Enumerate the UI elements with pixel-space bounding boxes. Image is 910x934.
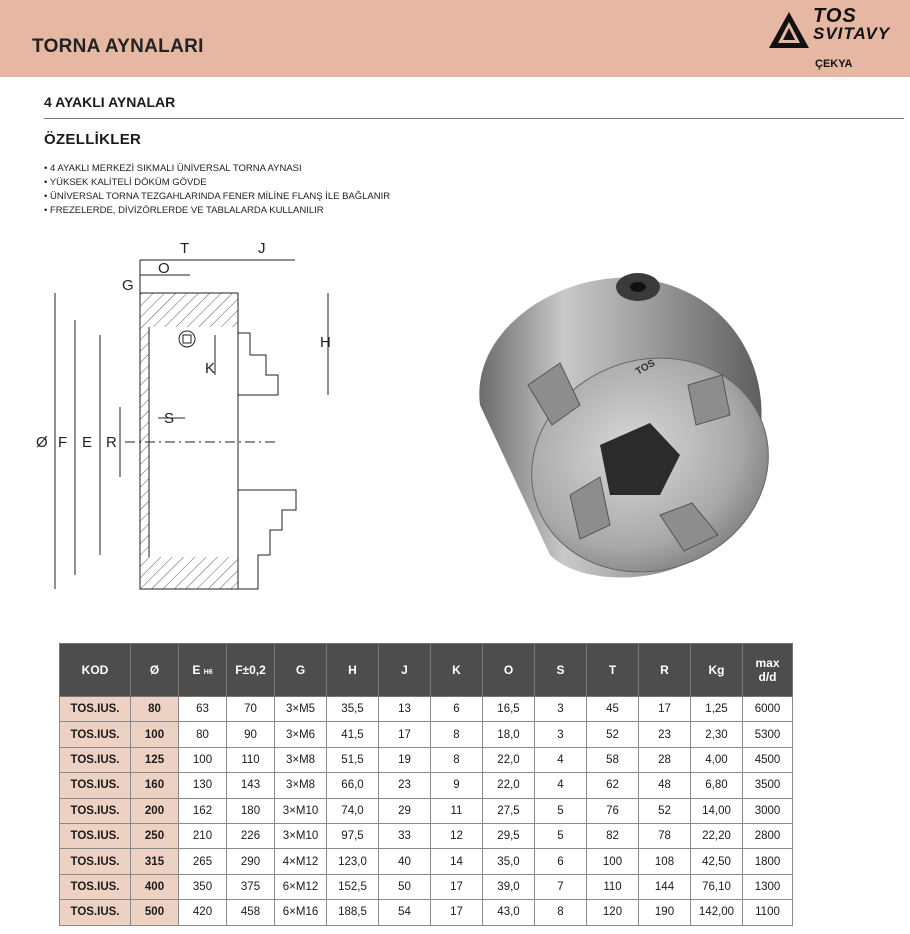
table-cell: 52 [587, 722, 639, 747]
table-cell: 18,0 [483, 722, 535, 747]
chuck-product-image [460, 255, 780, 585]
col-header: F±0,2 [227, 644, 275, 697]
table-cell: 8 [431, 747, 483, 772]
col-header: KOD [60, 644, 131, 697]
table-cell: 4,00 [691, 747, 743, 772]
table-cell: 1100 [743, 900, 793, 925]
table-cell: 74,0 [327, 798, 379, 823]
table-cell: 45 [587, 697, 639, 722]
table-cell: 16,5 [483, 697, 535, 722]
table-cell: 22,20 [691, 823, 743, 848]
table-cell: 23 [639, 722, 691, 747]
table-cell: 8 [535, 900, 587, 925]
table-row [60, 874, 793, 899]
table-cell: 78 [639, 823, 691, 848]
table-body [60, 697, 793, 926]
table-cell: 7 [535, 874, 587, 899]
table-cell: 33 [379, 823, 431, 848]
feature-item: • FREZELERDE, DİVİZÖRLERDE VE TABLALARDA KULLANILIR [44, 204, 390, 218]
section-title: 4 AYAKLI AYNALAR [44, 94, 176, 110]
table-cell: 180 [227, 798, 275, 823]
table-cell: 6000 [743, 697, 793, 722]
table-cell: 2800 [743, 823, 793, 848]
table-cell: 3×M8 [275, 747, 327, 772]
table-cell: 9 [431, 773, 483, 798]
table-cell: 3000 [743, 798, 793, 823]
size-cell: 315 [131, 849, 179, 874]
table-cell: 6,80 [691, 773, 743, 798]
col-header: S [535, 644, 587, 697]
table-cell: 51,5 [327, 747, 379, 772]
table-cell: 458 [227, 900, 275, 925]
logo-country: ÇEKYA [815, 58, 853, 70]
table-cell: 28 [639, 747, 691, 772]
table-cell: 58 [587, 747, 639, 772]
dim-label-t: T [180, 240, 190, 257]
table-row [60, 798, 793, 823]
col-header [743, 644, 793, 697]
table-cell: 2,30 [691, 722, 743, 747]
table-cell: 5300 [743, 722, 793, 747]
table-cell: 97,5 [327, 823, 379, 848]
table-cell: 54 [379, 900, 431, 925]
table-cell: 100 [587, 849, 639, 874]
kod-cell: TOS.IUS. [60, 874, 131, 899]
table-cell: 41,5 [327, 722, 379, 747]
spec-table [59, 643, 793, 926]
table-cell: 48 [639, 773, 691, 798]
table-cell: 3×M10 [275, 798, 327, 823]
kod-cell: TOS.IUS. [60, 747, 131, 772]
tos-triangle-icon [767, 10, 811, 50]
table-cell: 123,0 [327, 849, 379, 874]
technical-drawing [30, 235, 350, 600]
table-cell: 35,5 [327, 697, 379, 722]
table-cell: 1,25 [691, 697, 743, 722]
table-cell: 39,0 [483, 874, 535, 899]
features-list [44, 162, 390, 218]
brand-logo [765, 5, 905, 74]
table-cell: 17 [431, 900, 483, 925]
table-cell: 17 [431, 874, 483, 899]
table-cell: 13 [379, 697, 431, 722]
features-title: ÖZELLİKLER [44, 131, 142, 148]
table-cell: 420 [179, 900, 227, 925]
table-cell: 43,0 [483, 900, 535, 925]
table-cell: 29,5 [483, 823, 535, 848]
dim-label-g: G [122, 277, 134, 294]
table-cell: 188,5 [327, 900, 379, 925]
table-cell: 52 [639, 798, 691, 823]
table-cell: 108 [639, 849, 691, 874]
table-cell: 63 [179, 697, 227, 722]
table-cell: 8 [431, 722, 483, 747]
table-row [60, 823, 793, 848]
table-cell: 226 [227, 823, 275, 848]
kod-cell: TOS.IUS. [60, 823, 131, 848]
kod-cell: TOS.IUS. [60, 900, 131, 925]
logo-line-2: SVITAVY [813, 24, 891, 43]
kod-cell: TOS.IUS. [60, 849, 131, 874]
table-cell: 3×M6 [275, 722, 327, 747]
size-cell: 500 [131, 900, 179, 925]
page-title: TORNA AYNALARI [32, 36, 204, 57]
table-row [60, 849, 793, 874]
feature-item: • 4 AYAKLI MERKEZİ SIKMALI ÜNİVERSAL TORNA AYNASI [44, 162, 390, 176]
table-cell: 100 [179, 747, 227, 772]
col-header: Kg [691, 644, 743, 697]
table-row [60, 722, 793, 747]
dim-label-f: F [58, 434, 68, 451]
table-cell: 17 [639, 697, 691, 722]
table-cell: 6 [431, 697, 483, 722]
table-cell: 290 [227, 849, 275, 874]
table-cell: 4×M12 [275, 849, 327, 874]
table-cell: 1800 [743, 849, 793, 874]
dim-label-h: H [320, 334, 331, 351]
table-cell: 76 [587, 798, 639, 823]
table-row [60, 773, 793, 798]
table-cell: 350 [179, 874, 227, 899]
table-cell: 3 [535, 697, 587, 722]
table-cell: 1300 [743, 874, 793, 899]
col-header [179, 644, 227, 697]
dim-label-r: R [106, 434, 117, 451]
table-cell: 375 [227, 874, 275, 899]
table-cell: 17 [379, 722, 431, 747]
dim-label-s: S [164, 410, 175, 427]
table-cell: 19 [379, 747, 431, 772]
table-cell: 66,0 [327, 773, 379, 798]
logo-text [813, 5, 891, 43]
table-cell: 14,00 [691, 798, 743, 823]
table-cell: 110 [227, 747, 275, 772]
col-header: K [431, 644, 483, 697]
col-header: O [483, 644, 535, 697]
table-header-row [60, 644, 793, 697]
size-cell: 200 [131, 798, 179, 823]
table-cell: 80 [179, 722, 227, 747]
table-cell: 4 [535, 773, 587, 798]
divider [44, 118, 904, 119]
table-cell: 130 [179, 773, 227, 798]
dim-label-diameter: Ø [36, 434, 48, 451]
col-header-sub: H6 [203, 669, 213, 676]
size-cell: 250 [131, 823, 179, 848]
table-cell: 6×M12 [275, 874, 327, 899]
table-cell: 14 [431, 849, 483, 874]
table-cell: 70 [227, 697, 275, 722]
logo-line-1: TOS [813, 5, 857, 27]
table-cell: 12 [431, 823, 483, 848]
table-cell: 22,0 [483, 747, 535, 772]
table-cell: 110 [587, 874, 639, 899]
size-cell: 400 [131, 874, 179, 899]
table-cell: 50 [379, 874, 431, 899]
table-cell: 42,50 [691, 849, 743, 874]
size-cell: 160 [131, 773, 179, 798]
table-cell: 23 [379, 773, 431, 798]
table-row [60, 747, 793, 772]
col-header: T [587, 644, 639, 697]
table-cell: 90 [227, 722, 275, 747]
table-cell: 4 [535, 747, 587, 772]
page-header [0, 0, 910, 77]
kod-cell: TOS.IUS. [60, 798, 131, 823]
size-cell: 80 [131, 697, 179, 722]
col-header-text: E [192, 663, 201, 677]
table-cell: 210 [179, 823, 227, 848]
table-cell: 82 [587, 823, 639, 848]
table-cell: 162 [179, 798, 227, 823]
kod-cell: TOS.IUS. [60, 697, 131, 722]
table-cell: 3×M8 [275, 773, 327, 798]
table-cell: 11 [431, 798, 483, 823]
table-cell: 76,10 [691, 874, 743, 899]
kod-cell: TOS.IUS. [60, 773, 131, 798]
table-cell: 35,0 [483, 849, 535, 874]
col-header: J [379, 644, 431, 697]
table-row [60, 697, 793, 722]
table-cell: 5 [535, 798, 587, 823]
table-cell: 190 [639, 900, 691, 925]
table-cell: 40 [379, 849, 431, 874]
table-cell: 120 [587, 900, 639, 925]
size-cell: 125 [131, 747, 179, 772]
col-header: H [327, 644, 379, 697]
col-header: Ø [131, 644, 179, 697]
dim-label-e: E [82, 434, 93, 451]
table-cell: 27,5 [483, 798, 535, 823]
col-header: G [275, 644, 327, 697]
table-cell: 143 [227, 773, 275, 798]
size-cell: 100 [131, 722, 179, 747]
table-cell: 6×M16 [275, 900, 327, 925]
table-cell: 6 [535, 849, 587, 874]
table-cell: 3×M10 [275, 823, 327, 848]
table-cell: 265 [179, 849, 227, 874]
feature-item: • ÜNİVERSAL TORNA TEZGAHLARINDA FENER MİLİNE FLANŞ İLE BAĞLANIR [44, 190, 390, 204]
feature-item: • YÜKSEK KALİTELİ DÖKÜM GÖVDE [44, 176, 390, 190]
col-header-sub: d/d [758, 670, 777, 684]
table-cell: 29 [379, 798, 431, 823]
table-cell: 4500 [743, 747, 793, 772]
table-row [60, 900, 793, 925]
dim-label-k: K [205, 360, 216, 377]
chuck-engraving: TOS [634, 357, 658, 378]
col-header: R [639, 644, 691, 697]
table-cell: 144 [639, 874, 691, 899]
table-cell: 3500 [743, 773, 793, 798]
table-cell: 5 [535, 823, 587, 848]
dim-label-o: O [158, 260, 170, 277]
dim-label-j: J [258, 240, 266, 257]
table-cell: 142,00 [691, 900, 743, 925]
table-cell: 3 [535, 722, 587, 747]
kod-cell: TOS.IUS. [60, 722, 131, 747]
table-cell: 3×M5 [275, 697, 327, 722]
table-cell: 62 [587, 773, 639, 798]
col-header-text: max [755, 656, 780, 670]
table-cell: 22,0 [483, 773, 535, 798]
table-cell: 152,5 [327, 874, 379, 899]
